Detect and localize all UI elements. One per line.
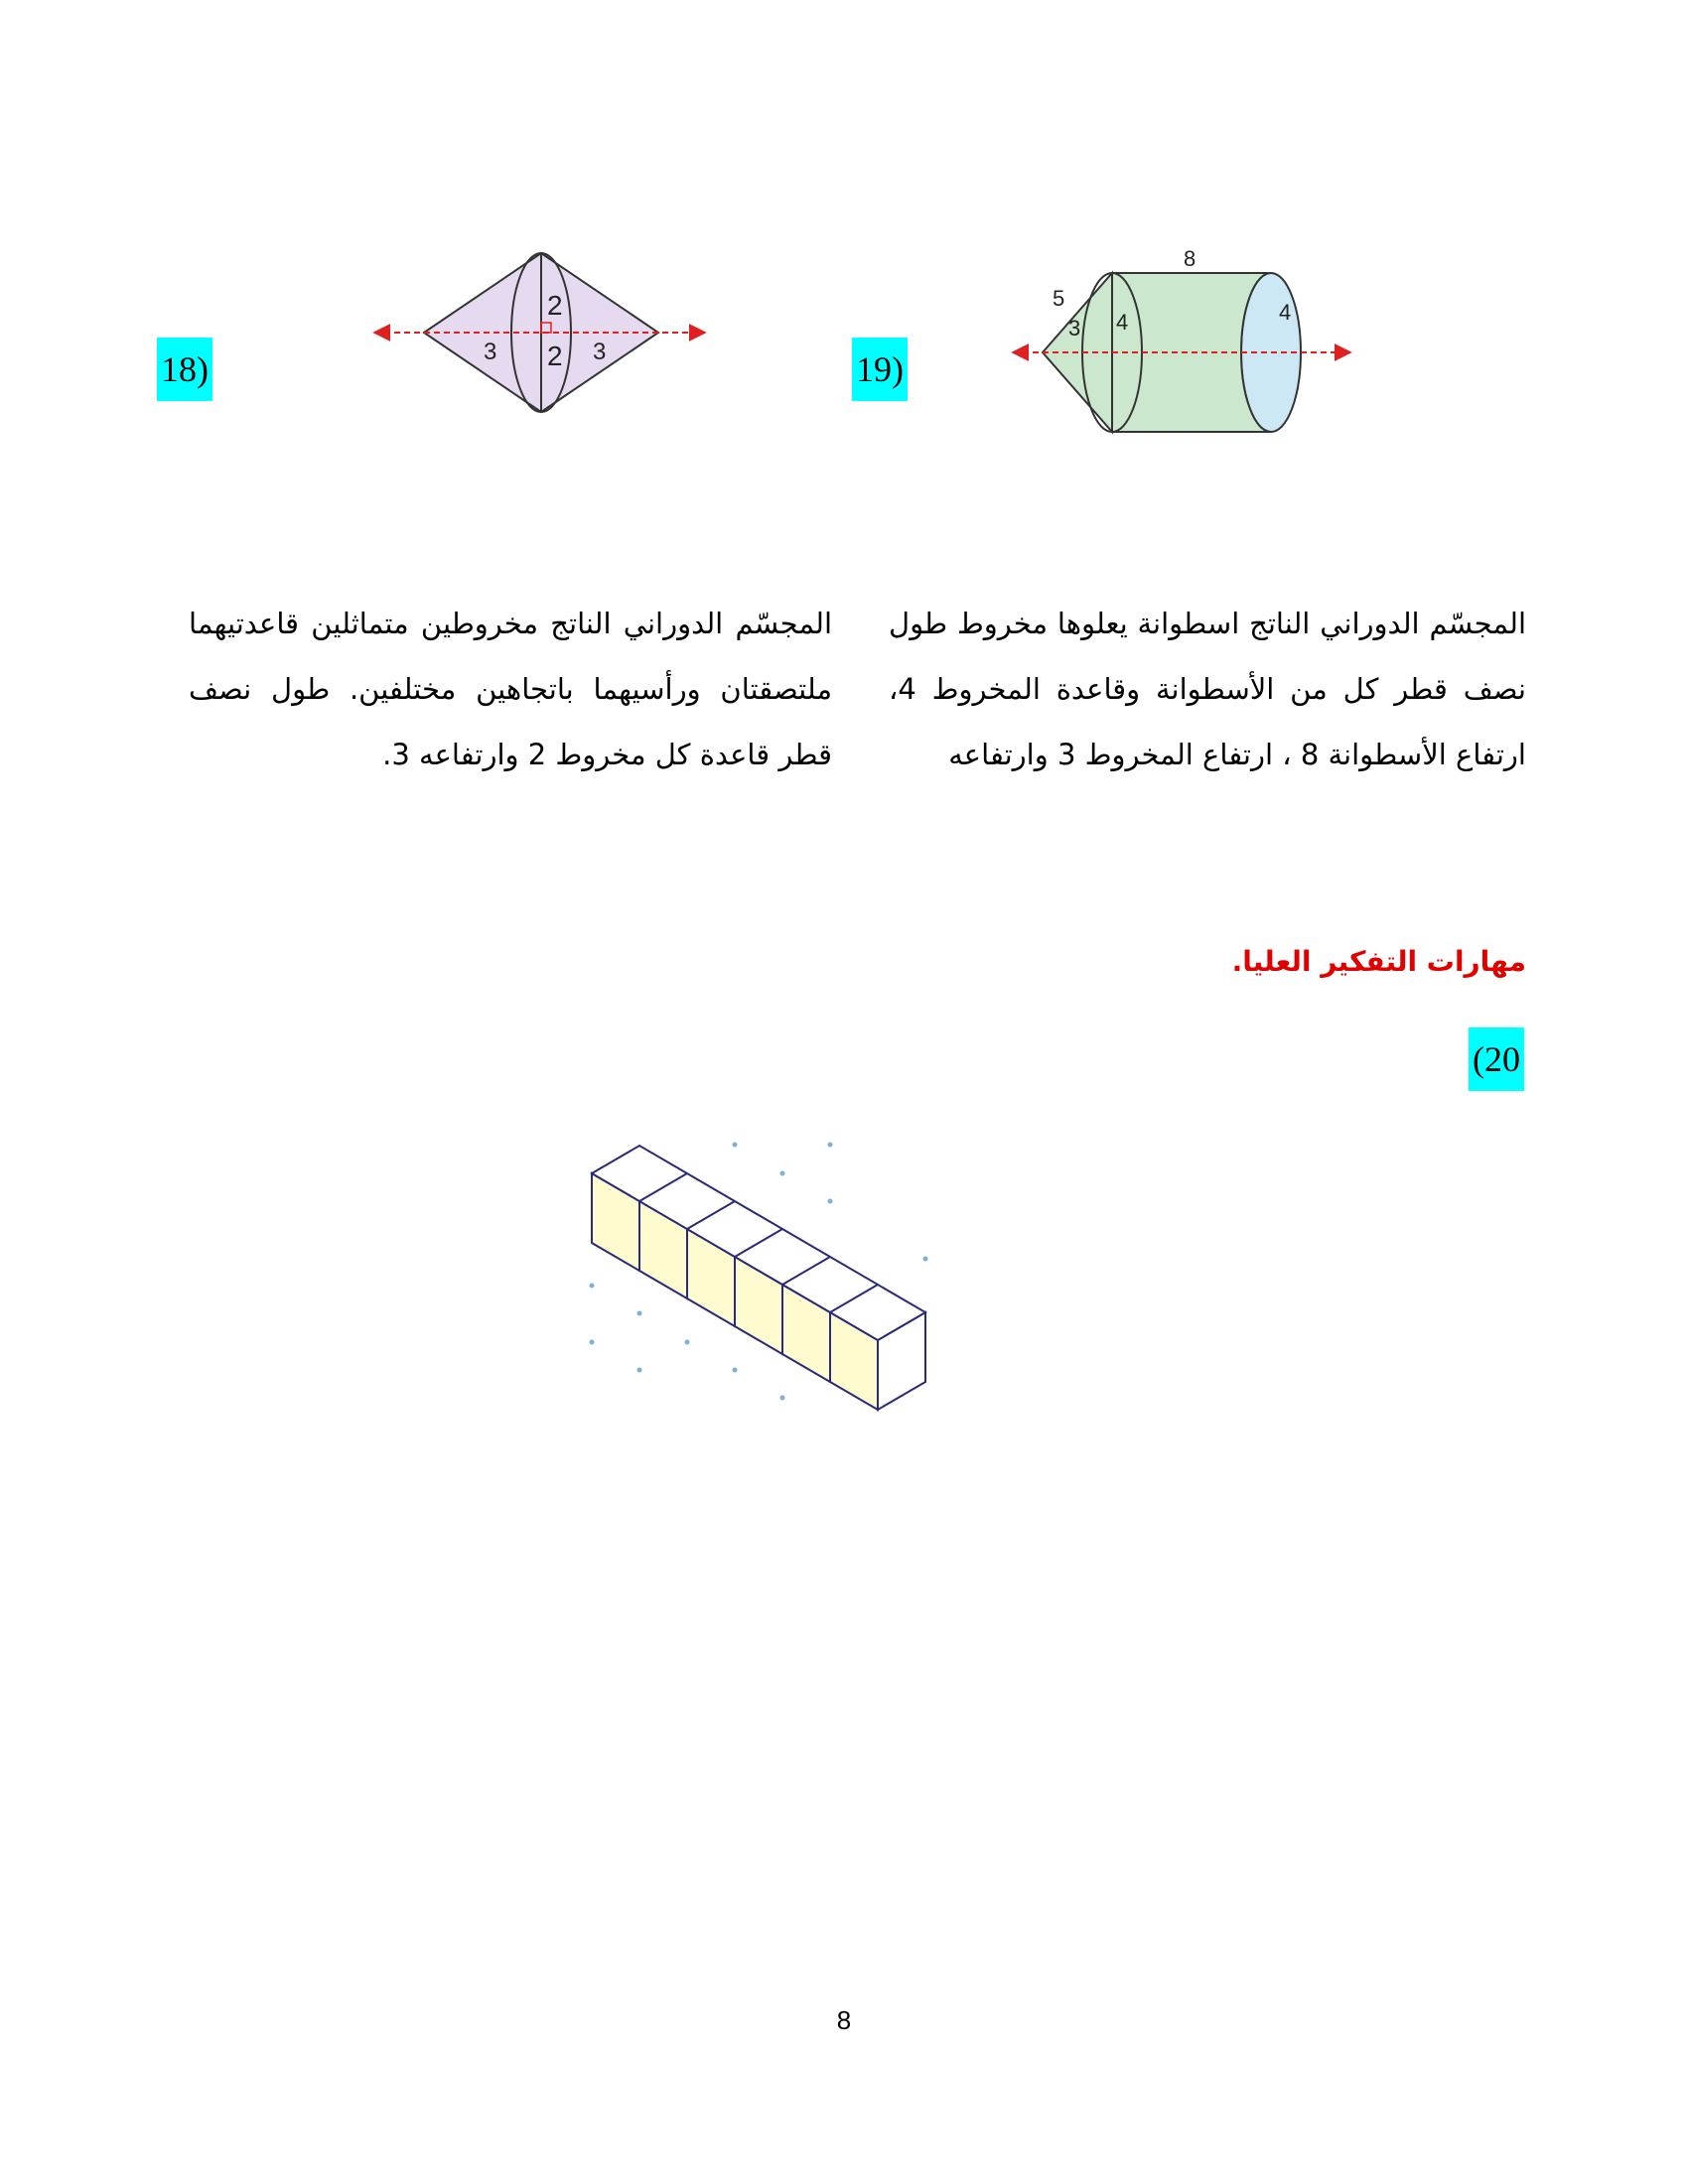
- figure-20-cube-row: [576, 1122, 973, 1420]
- figure-19-cylinder-cone: [1003, 238, 1360, 437]
- label-right-radius: 4: [1279, 300, 1292, 325]
- label-bottom-radius: 2: [547, 341, 563, 371]
- figure-18-double-cone: [362, 238, 740, 437]
- page-number: 8: [836, 2005, 852, 2035]
- label-top-radius: 2: [547, 290, 563, 321]
- label-cone-height: 3: [1068, 316, 1081, 341]
- question-20-number: (20: [1469, 1027, 1524, 1091]
- label-cylinder-length: 8: [1184, 246, 1196, 271]
- question-19-number: 19): [852, 338, 908, 401]
- label-right-height: 3: [593, 339, 607, 365]
- question-18-number: 18): [157, 338, 212, 401]
- section-heading: مهارات التفكير العليا.: [1231, 945, 1526, 978]
- label-cone-slant: 5: [1053, 286, 1065, 311]
- label-left-radius: 4: [1116, 310, 1129, 335]
- label-left-height: 3: [484, 339, 497, 365]
- question-19-description: المجسّم الدوراني الناتج اسطوانة يعلوها مخروط طول نصف قطر كل من الأسطوانة وقاعدة المخروط 4، ارتفاع الأسطوانة 8 ، ارتفاع المخروط 3 وارتفاعه: [889, 607, 1526, 771]
- question-18-description: المجسّم الدوراني الناتج مخروطين متماثلين قاعدتيهما ملتصقتان ورأسيهما باتجاهين مختلفين. طول نصف قطر قاعدة كل مخروط 2 وارتفاعه 3.: [189, 607, 832, 771]
